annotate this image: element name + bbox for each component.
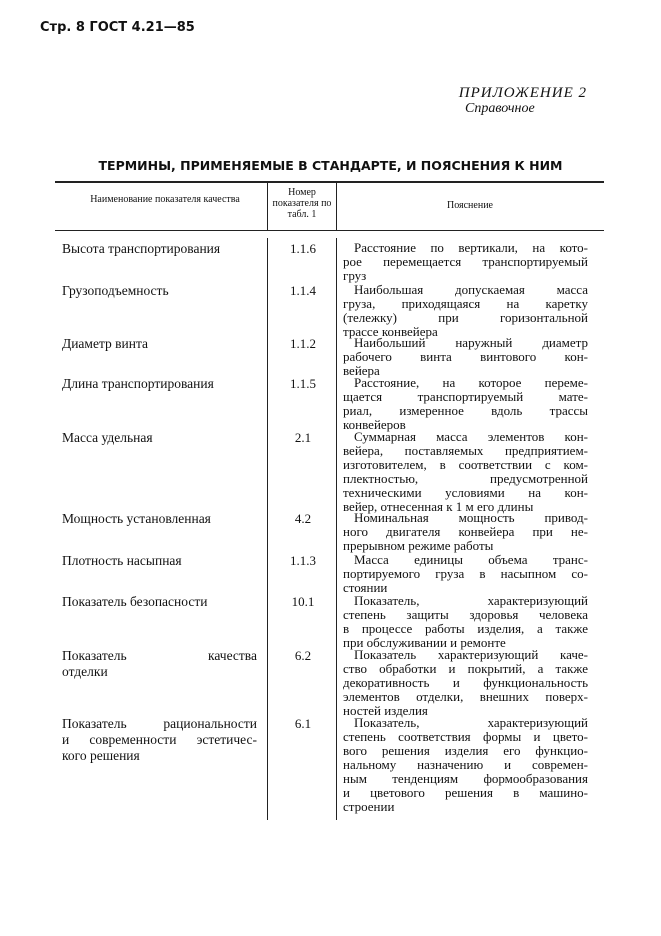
- explanation-line: изготовителем, в соответствии с ком-: [343, 457, 588, 472]
- explanation: [343, 648, 588, 718]
- explanation-line: трассе конвейера: [343, 324, 438, 339]
- explanation-line: стоянии: [343, 580, 388, 595]
- explanation-line: техническими условиями на кон-: [343, 485, 588, 500]
- indicator-number: 6.1: [294, 716, 312, 731]
- explanation-line: ного двигателя конвейера при не-: [343, 524, 588, 539]
- explanation: [343, 553, 588, 595]
- explanation-line: декоративность и функциональность: [343, 675, 588, 690]
- explanation-line: Расстояние, на которое переме-: [354, 375, 588, 390]
- term-name: [62, 511, 257, 527]
- column-divider: [336, 238, 337, 820]
- term-line: Показатель качества: [62, 648, 257, 663]
- explanation-line: щается транспортируемый мате-: [343, 389, 588, 404]
- explanation-line: конвейеров: [343, 417, 406, 432]
- explanation-line: Наибольший наружный диаметр: [354, 335, 588, 350]
- indicator-number: 2.1: [294, 430, 312, 445]
- explanation-line: Масса единицы объема транс-: [354, 552, 588, 567]
- indicator-number: 1.1.6: [290, 241, 316, 256]
- explanation-line: груза, приходящаяся на каретку: [343, 296, 588, 311]
- column-header-explanation: Пояснение: [446, 200, 493, 211]
- appendix-subtitle: Справочное: [465, 101, 535, 116]
- term-line: отделки: [62, 664, 108, 679]
- explanation: [343, 511, 588, 553]
- explanation-line: и цветового решения в машино-: [343, 785, 588, 800]
- indicator-number: 4.2: [294, 511, 312, 526]
- term-line: Показатель безопасности: [62, 594, 208, 609]
- explanation: [343, 376, 588, 432]
- indicator-number: 1.1.5: [290, 376, 316, 391]
- explanation-line: степень защиты здоровья человека: [343, 607, 588, 622]
- explanation-line: вейера, поставляемых предприятием-: [343, 443, 588, 458]
- term-name: [62, 594, 257, 610]
- column-divider: [267, 238, 268, 820]
- explanation-line: вого решения изделия его функцио-: [343, 743, 588, 758]
- explanation-line: Номинальная мощность привод-: [354, 510, 588, 525]
- explanation-line: ным тенденциям формообразования: [343, 771, 588, 786]
- explanation-line: Расстояние по вертикали, на кото-: [354, 240, 588, 255]
- explanation-line: нальному назначению и современ-: [343, 757, 588, 772]
- explanation-line: Показатель, характеризующий: [354, 593, 588, 608]
- explanation-line: элементов отделки, внешних поверх-: [343, 689, 588, 704]
- explanation-line: строении: [343, 799, 395, 814]
- explanation-line: рое перемещается транспортируемый: [343, 254, 588, 269]
- explanation: [343, 594, 588, 650]
- term-name: [62, 648, 257, 680]
- explanation: [343, 430, 588, 514]
- column-header-number: Номер показателя по табл. 1: [272, 187, 332, 220]
- term-name: [62, 430, 257, 446]
- column-divider: [267, 183, 268, 230]
- term-name: [62, 283, 257, 299]
- indicator-number: 1.1.4: [290, 283, 316, 298]
- explanation-line: груз: [343, 268, 367, 283]
- term-line: Диаметр винта: [62, 336, 149, 351]
- table-top-rule: [55, 181, 604, 183]
- explanation-line: в процессе работы изделия, а также: [343, 621, 588, 636]
- explanation-line: портируемого груза в насыпном со-: [343, 566, 588, 581]
- explanation-line: прерывном режиме работы: [343, 538, 494, 553]
- explanation: [343, 336, 588, 378]
- indicator-number: 1.1.2: [290, 336, 316, 351]
- header-bottom-rule: [55, 230, 604, 231]
- term-name: [62, 553, 257, 569]
- term-line: Показатель рациональности: [62, 716, 257, 731]
- explanation-line: (тележку) при горизонтальной: [343, 310, 588, 325]
- indicator-number: 10.1: [291, 594, 315, 609]
- term-name: [62, 336, 257, 352]
- explanation: [343, 283, 588, 339]
- table-title: ТЕРМИНЫ, ПРИМЕНЯЕМЫЕ В СТАНДАРТЕ, И ПОЯСНЕНИЯ К НИМ: [98, 158, 563, 173]
- explanation-line: степень соответствия формы и цвето-: [343, 729, 588, 744]
- term-line: Мощность установленная: [62, 511, 211, 526]
- explanation-line: Суммарная масса элементов кон-: [354, 429, 588, 444]
- column-header-name: Наименование показателя качества: [90, 194, 240, 205]
- explanation-line: плектностью, предусмотренной: [343, 471, 588, 486]
- explanation-line: ство обработки и покрытий, а также: [343, 661, 588, 676]
- explanation-line: при обслуживании и ремонте: [343, 635, 506, 650]
- term-name: [62, 716, 257, 764]
- term-line: и современности эстетичес-: [62, 732, 257, 747]
- indicator-number: 1.1.3: [290, 553, 316, 568]
- explanation-line: ностей изделия: [343, 703, 428, 718]
- page-header: Стр. 8 ГОСТ 4.21—85: [40, 20, 195, 35]
- explanation-line: вейера: [343, 363, 380, 378]
- term-line: Грузоподъемность: [62, 283, 169, 298]
- explanation-line: Показатель, характеризующий: [354, 715, 588, 730]
- explanation-line: рабочего винта винтового кон-: [343, 349, 588, 364]
- explanation: [343, 716, 588, 814]
- term-line: Плотность насыпная: [62, 553, 182, 568]
- explanation: [343, 241, 588, 283]
- term-line: кого решения: [62, 748, 140, 763]
- term-name: [62, 376, 257, 392]
- term-name: [62, 241, 257, 257]
- term-line: Высота транспортирования: [62, 241, 221, 256]
- term-line: Длина транспортирования: [62, 376, 214, 391]
- appendix-title: ПРИЛОЖЕНИЕ 2: [458, 85, 587, 101]
- explanation-line: Наибольшая допускаемая масса: [354, 282, 588, 297]
- explanation-line: вейер, отнесенная к 1 м его длины: [343, 499, 534, 514]
- indicator-number: 6.2: [294, 648, 312, 663]
- explanation-line: риал, измеренное вдоль трассы: [343, 403, 588, 418]
- explanation-line: Показатель характеризующий каче-: [354, 647, 588, 662]
- column-divider: [336, 183, 337, 230]
- term-line: Масса удельная: [62, 430, 153, 445]
